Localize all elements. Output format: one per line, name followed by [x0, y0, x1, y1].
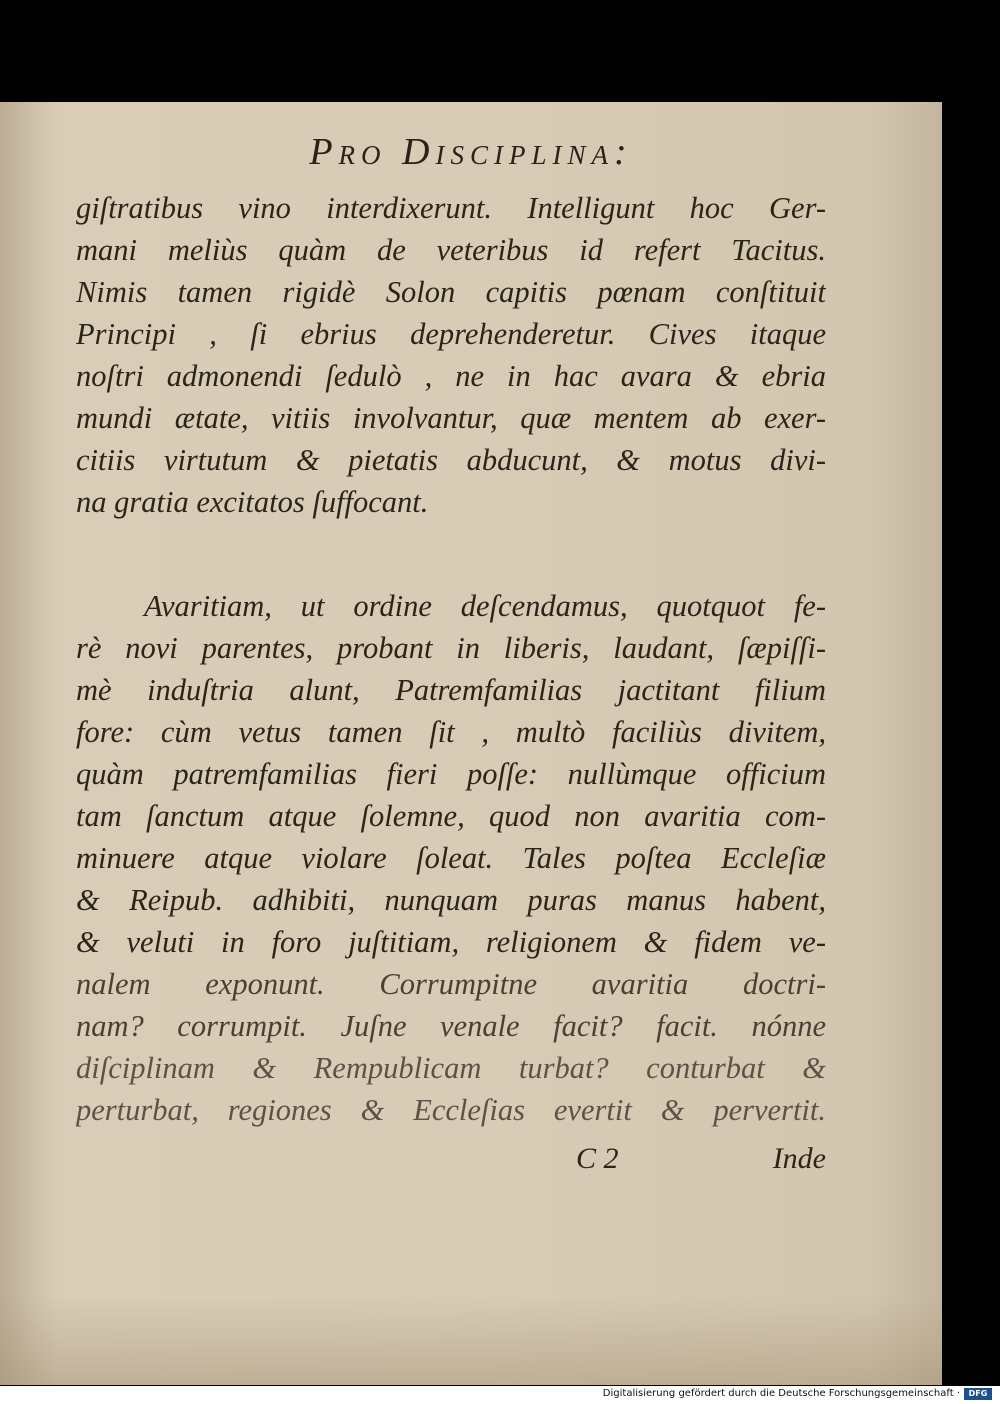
text-line: nam? corrumpit. Juſne venale facit? facit. nónne [76, 1009, 826, 1043]
text-line: Avaritiam, ut ordine deſcendamus, quotquot fe- [144, 589, 826, 623]
signature-mark: C 2 [576, 1142, 619, 1175]
page-footer-line [76, 1142, 826, 1184]
catchword: Inde [772, 1142, 826, 1175]
text-line: giſtratibus vino interdixerunt. Intelligunt hoc Ger- [76, 191, 826, 225]
text-line: fore: cùm vetus tamen ſit , multò faciliùs divitem, [76, 715, 826, 749]
text-line: tam ſanctum atque ſolemne, quod non avaritia com- [76, 799, 826, 833]
text-line: Principi , ſi ebrius deprehenderetur. Cives itaque [76, 317, 826, 351]
text-line: noſtri admonendi ſedulò , ne in hac avara & ebria [76, 359, 826, 393]
book-page [0, 102, 942, 1385]
dfg-logo: DFG [964, 1388, 992, 1400]
text-line: mè induſtria alunt, Patremfamilias jactitant filium [76, 673, 826, 707]
page-shadow [0, 1295, 942, 1385]
funding-credit: Digitalisierung gefördert durch die Deutsche Forschungsgemeinschaft · [602, 1388, 960, 1399]
text-line: & Reipub. adhibiti, nunquam puras manus habent, [76, 883, 826, 917]
text-line: citiis virtutum & pietatis abducunt, & motus divi- [76, 443, 826, 477]
text-line: mani meliùs quàm de veteribus id refert Tacitus. [76, 233, 826, 267]
text-line: nalem exponunt. Corrumpitne avaritia doctri- [76, 967, 826, 1001]
text-line: minuere atque violare ſoleat. Tales poſtea Eccleſiæ [76, 841, 826, 875]
paragraph-1 [76, 187, 826, 523]
text-line: rè novi parentes, probant in liberis, laudant, ſæpiſſi- [76, 631, 826, 665]
text-line: diſciplinam & Rempublicam turbat? conturbat & [76, 1051, 826, 1085]
text-line: na gratia excitatos ſuffocant. [76, 485, 429, 519]
text-line: mundi ætate, vitiis involvantur, quæ mentem ab exer- [76, 401, 826, 435]
text-line: & veluti in foro juſtitiam, religionem & fidem ve- [76, 925, 826, 959]
text-line: quàm patremfamilias fieri poſſe: nullùmque officium [76, 757, 826, 791]
running-head: Pro Disciplina: [309, 131, 633, 173]
text-line: perturbat, regiones & Eccleſias evertit & pervertit. [76, 1093, 826, 1127]
text-line: Nimis tamen rigidè Solon capitis pœnam conſtituit [76, 275, 826, 309]
paragraph-2 [76, 585, 826, 1131]
